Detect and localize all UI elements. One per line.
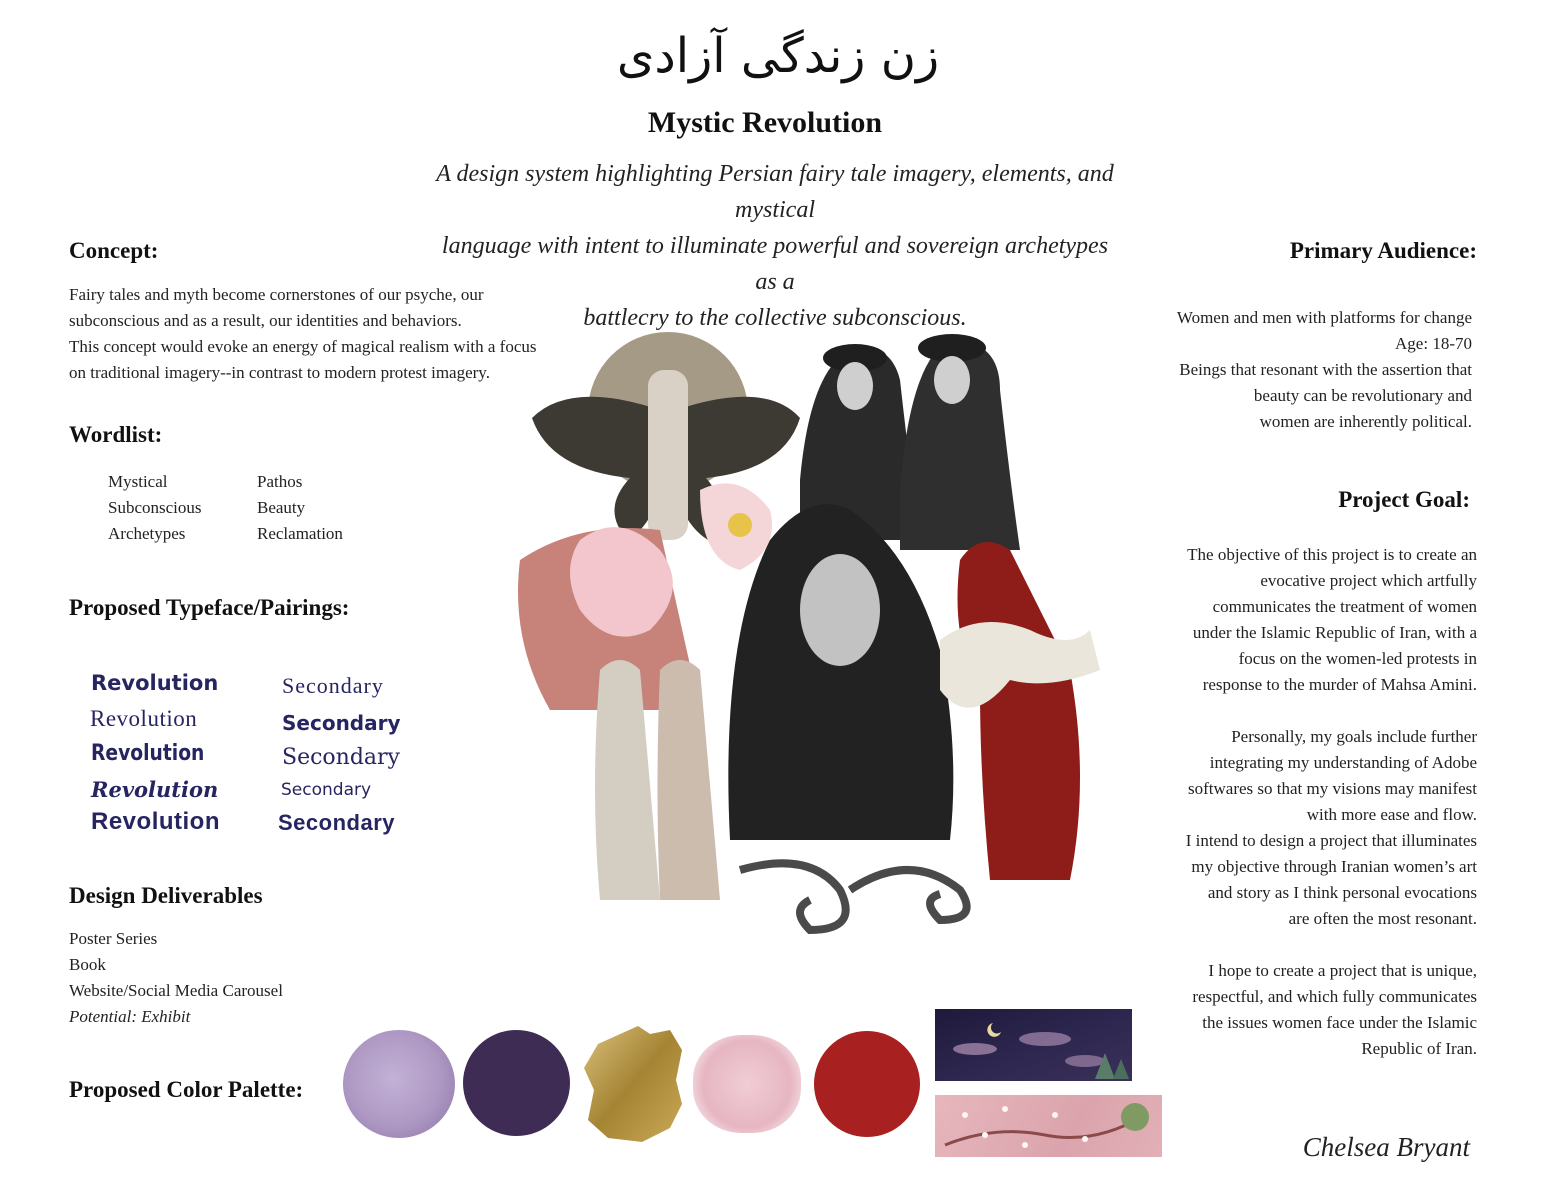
- word-item: Pathos: [257, 472, 303, 491]
- goal-line: respectful, and which fully communicates: [1192, 987, 1477, 1006]
- deliverable-potential: Potential: Exhibit: [69, 1007, 191, 1026]
- tagline-line: A design system highlighting Persian fairy tale imagery, elements, and mystical: [436, 161, 1114, 223]
- word-item: Mystical: [108, 472, 168, 491]
- word-item: Reclamation: [257, 524, 343, 543]
- typeface-secondary-sample: Secondary: [281, 780, 372, 800]
- color-swatch-gold: [578, 1020, 686, 1146]
- goal-line: integrating my understanding of Adobe: [1209, 753, 1477, 772]
- tagline-line: language with intent to illuminate powerful and sovereign archetypes as a: [441, 233, 1109, 295]
- concept-line: subconscious and as a result, our identities and behaviors.: [69, 311, 462, 330]
- goal-text: [1100, 542, 1477, 1062]
- floral-texture-image: [935, 1095, 1162, 1157]
- wordlist-column-2: [257, 469, 343, 547]
- swirl-icon: [740, 863, 967, 930]
- paragraph-gap: [1100, 932, 1477, 958]
- goal-line: under the Islamic Republic of Iran, with a: [1192, 623, 1477, 642]
- word-item: Beauty: [257, 498, 306, 517]
- typeface-primary-sample: Revolution: [91, 777, 219, 802]
- goal-line: the issues women face under the Islamic: [1202, 1013, 1477, 1032]
- typeface-secondary-sample: Secondary: [282, 745, 400, 770]
- goal-line: response to the murder of Mahsa Amini.: [1202, 675, 1477, 694]
- color-swatch-blush-pink: [693, 1035, 801, 1133]
- word-item: Archetypes: [108, 524, 186, 543]
- typeface-secondary-sample: Secondary: [282, 711, 401, 735]
- tagline-line: battlecry to the collective subconscious.: [583, 305, 967, 331]
- goal-line: my objective through Iranian women’s art: [1191, 857, 1477, 876]
- goal-heading: Project Goal:: [1338, 487, 1470, 512]
- goal-line: and story as I think personal evocations: [1207, 883, 1477, 902]
- deliverables-list: [69, 926, 283, 1030]
- goal-line: are often the most resonant.: [1288, 909, 1477, 928]
- audience-text: [1100, 305, 1472, 435]
- audience-heading: Primary Audience:: [1289, 238, 1477, 263]
- page-title: Mystic Revolution: [647, 106, 883, 139]
- goal-line: communicates the treatment of women: [1212, 597, 1477, 616]
- butterfly-icon: [532, 397, 666, 540]
- typeface-heading: Proposed Typeface/Pairings:: [69, 595, 350, 620]
- goal-line: The objective of this project is to create an: [1187, 545, 1477, 564]
- goal-line: with more ease and flow.: [1306, 805, 1477, 824]
- signature: Chelsea Bryant: [1302, 1132, 1470, 1162]
- deliverable-item: Poster Series: [69, 929, 158, 948]
- concept-heading: Concept:: [69, 238, 159, 263]
- persian-title: زن زندگی آزادی: [616, 28, 940, 84]
- goal-line: evocative project which artfully: [1260, 571, 1477, 590]
- word-item: Subconscious: [108, 498, 202, 517]
- concept-line: Fairy tales and myth become cornerstones of our psyche, our: [69, 285, 484, 304]
- collage-artwork-image: [510, 310, 1120, 950]
- concept-line: This concept would evoke an energy of magical realism with a focus: [69, 337, 537, 356]
- goal-line: I hope to create a project that is unique,: [1208, 961, 1477, 980]
- audience-line: Age: 18-70: [1395, 334, 1472, 353]
- deliverable-item: Website/Social Media Carousel: [69, 981, 283, 1000]
- deliverable-item: Book: [69, 955, 106, 974]
- goal-line: Personally, my goals include further: [1231, 727, 1477, 746]
- typeface-primary-sample: Revolution: [90, 706, 198, 731]
- wordlist-heading: Wordlist:: [69, 422, 163, 447]
- typeface-secondary-sample: Secondary: [278, 810, 395, 835]
- paragraph-gap: [1100, 698, 1477, 724]
- typeface-primary-sample: Revolution: [91, 671, 219, 695]
- goal-line: Republic of Iran.: [1361, 1039, 1477, 1058]
- goal-line: I intend to design a project that illuminates: [1185, 831, 1477, 850]
- wordlist-column-1: [108, 469, 202, 547]
- audience-line: women are inherently political.: [1259, 412, 1472, 431]
- goal-line: softwares so that my visions may manifest: [1188, 779, 1477, 798]
- color-swatch-lavender: [343, 1030, 455, 1138]
- palette-heading: Proposed Color Palette:: [69, 1077, 304, 1102]
- deliverables-heading: Design Deliverables: [69, 883, 263, 908]
- color-swatch-red: [814, 1031, 920, 1137]
- audience-line: Women and men with platforms for change: [1176, 308, 1472, 327]
- typeface-secondary-sample: Secondary: [282, 673, 384, 698]
- color-swatch-deep-purple: [463, 1030, 570, 1136]
- concept-line: on traditional imagery--in contrast to modern protest imagery.: [69, 363, 490, 382]
- typeface-primary-sample: Revolution: [91, 808, 220, 835]
- audience-line: Beings that resonant with the assertion that: [1179, 360, 1472, 379]
- gold-brushstroke-icon: [578, 1020, 686, 1146]
- audience-line: beauty can be revolutionary and: [1253, 386, 1472, 405]
- typeface-primary-sample: Revolution: [91, 741, 205, 766]
- goal-line: focus on the women-led protests in: [1238, 649, 1477, 668]
